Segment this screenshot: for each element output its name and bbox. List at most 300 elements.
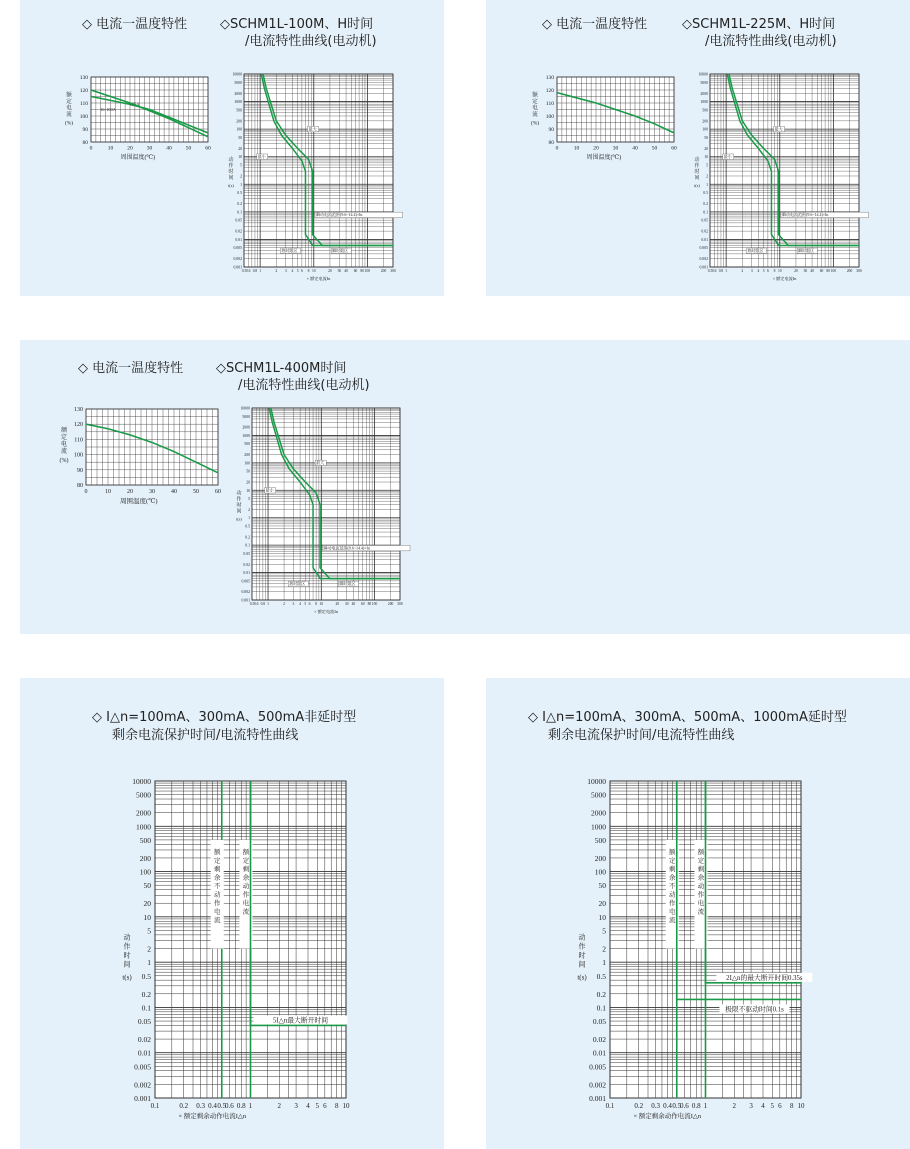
tc-y-label: 作 (228, 163, 234, 169)
rcd-y-tick: 1 (602, 958, 606, 968)
tc-x-tick: 60 (819, 269, 824, 273)
tc-y-label: 动 (236, 491, 242, 497)
tc-y-tick: 50 (238, 135, 242, 140)
tc-y-tick: 5000 (700, 80, 708, 85)
temp-x-label: 周围温度(℃) (119, 498, 158, 505)
tc-x-tick: 1 (725, 269, 728, 273)
tc-x-tick: 0.5 (249, 602, 255, 606)
rcd-x-tick: 0.8 (691, 1102, 701, 1110)
rcd-y-tick: 0.2 (141, 989, 151, 999)
tc-y-label: 时 (694, 169, 700, 175)
tc-title-line2: /电流特性曲线(电动机) (245, 34, 377, 49)
rcd-label-nontrip: 电 (214, 908, 221, 916)
tc-y-tick: 0.01 (235, 237, 242, 242)
rcd-x-tick: 0.4 (663, 1102, 672, 1110)
tc-y-tick: 0.002 (699, 257, 708, 262)
rcd-x-tick: 0.1 (605, 1102, 615, 1110)
rcd-y-tick: 0.2 (596, 989, 606, 999)
tc-x-tick: 3 (750, 269, 753, 273)
tc-y-label: 间 (236, 509, 242, 515)
tc-y-tick: 0.001 (241, 598, 250, 603)
tc-y-tick: 500 (244, 442, 250, 447)
rcd-y-label: 时 (123, 951, 131, 960)
temp-y-label: 定 (60, 434, 68, 441)
rcd-y-tick: 0.5 (141, 971, 151, 981)
temp-y-tick: 130 (74, 407, 83, 413)
tc-y-tick: 0.2 (245, 535, 250, 540)
tc-y-tick: 50 (704, 135, 708, 140)
tc-y-tick: 20 (246, 480, 250, 485)
tc-x-tick: 5 (304, 602, 307, 606)
tc-label-inst-range: 瞬动电流范围(9.6~14.4)×In (781, 212, 829, 218)
temp-x-tick: 0 (555, 145, 559, 152)
temp-y-tick: 80 (77, 483, 83, 489)
temp-x-tick: 10 (573, 145, 580, 152)
rcd-y-tick: 5000 (136, 790, 151, 800)
tc-y-label: 作 (694, 163, 700, 169)
tc-label-min: 最小 (265, 487, 274, 493)
rcd-y-tick: 2000 (136, 808, 151, 818)
rcd-x-tick: 5 (770, 1102, 775, 1110)
rcd-y-tick: 200 (594, 853, 606, 863)
tc-x-tick: 100 (371, 602, 378, 606)
tc-y-tick: 0.1 (245, 543, 250, 548)
tc-y-tick: 0.05 (243, 551, 250, 556)
temp-y-label: (%) (530, 120, 540, 127)
rcd-x-tick: 8 (789, 1102, 794, 1110)
tc-y-tick: 5000 (234, 80, 242, 85)
temp-x-tick: 30 (149, 489, 155, 495)
rcd-y-tick: 2 (147, 944, 151, 954)
tc-y-tick: 200 (244, 453, 250, 458)
tc-x-tick: 0.8 (260, 602, 266, 606)
rcd-label-trip: 剩 (697, 865, 705, 873)
temp-y-tick: 90 (77, 467, 83, 474)
rcd-title-line2: 剩余电流保护时间/电流特性曲线 (548, 728, 735, 743)
tc-x-tick: 200 (380, 269, 387, 273)
rcd-y-label: 间 (123, 960, 131, 969)
tc-y-tick: 0.005 (233, 246, 242, 251)
tc-y-tick: 2 (706, 174, 708, 179)
tc-x-tick: 4 (291, 269, 294, 273)
rcd-x-tick: 1 (248, 1102, 253, 1110)
tc-y-label: 间 (228, 175, 234, 181)
tc-x-tick: 2 (275, 269, 278, 273)
rcd-x-tick: 0.6 (224, 1102, 234, 1110)
tc-y-tick: 2000 (242, 425, 250, 430)
tc-x-tick: 0.5 (241, 269, 247, 273)
tc-y-tick: 0.01 (701, 237, 708, 242)
tc-y-tick: 200 (702, 119, 708, 124)
tc-x-tick: 20 (335, 602, 340, 606)
tc-x-tick: 1 (267, 602, 269, 606)
temp-y-tick: 90 (548, 127, 554, 133)
tc-y-tick: 0.02 (243, 562, 250, 567)
tc-y-tick: 5 (706, 163, 708, 168)
tc-x-tick: 30 (803, 269, 808, 273)
rcd-label-nontrip: 余 (669, 874, 676, 882)
temp-y-label: 额 (60, 427, 68, 434)
tc-label-thermal: 热时限区 (747, 247, 764, 253)
rcd-y-label: 作 (123, 942, 131, 951)
tc-label-max: 最大 (774, 126, 783, 132)
tc-y-tick: 0.002 (241, 590, 250, 595)
rcd-label-trip: 定 (697, 857, 705, 865)
rcd-x-tick: 0.6 (679, 1102, 689, 1110)
tc-y-tick: 20 (704, 146, 708, 151)
rcd-label-nontrip: 不 (669, 882, 676, 890)
tc-y-tick: 0.5 (245, 524, 250, 529)
temp-x-tick: 20 (127, 489, 133, 495)
rcd-label-trip: 额 (242, 848, 250, 856)
temp-y-label: 额 (532, 92, 538, 99)
temp-x-tick: 20 (593, 145, 599, 152)
rcd-y-tick: 2000 (591, 808, 606, 818)
tc-x-tick: 6 (766, 269, 769, 273)
rcd-y-tick: 100 (139, 867, 151, 877)
rcd-x-tick: 8 (334, 1102, 339, 1110)
tc-y-tick: 0.02 (701, 229, 708, 234)
tc-y-tick: 0.01 (243, 571, 250, 576)
tc-x-tick: 10 (777, 269, 782, 273)
rcd-label-trip: 电 (697, 899, 705, 907)
temp-x-tick: 10 (105, 489, 111, 495)
tc-x-tick: 60 (353, 269, 358, 273)
tc-x-tick: 8 (307, 269, 310, 273)
temp-x-tick: 10 (107, 145, 114, 152)
tc-x-label: × 额定电流In (314, 609, 338, 614)
rcd-label-trip: 余 (697, 874, 705, 882)
rcd-y-tick: 10 (598, 912, 606, 922)
rcd-x-tick: 1 (703, 1102, 708, 1110)
tc-label-thermal: 热时限区 (281, 247, 298, 253)
rcd-x-tick: 0.2 (634, 1102, 644, 1110)
temp-y-label: (%) (64, 120, 74, 127)
tc-x-tick: 30 (344, 602, 349, 606)
rcd-y-label: t(s) (577, 973, 587, 982)
rcd-y-tick: 100 (594, 867, 606, 877)
tc-y-tick: 0.005 (241, 579, 250, 584)
tc-x-tick: 5 (762, 269, 765, 273)
tc-y-tick: 0.05 (701, 218, 708, 223)
rcd-x-label: × 额定剩余动作电流I△n (633, 1113, 702, 1120)
rcd-y-tick: 5 (602, 926, 606, 936)
tc-y-tick: 0.1 (237, 210, 242, 215)
rcd-x-tick: 3 (749, 1102, 753, 1110)
tc-y-label: 间 (694, 175, 700, 181)
rcd-x-tick: 6 (778, 1102, 782, 1110)
tc-y-tick: 100 (236, 127, 242, 132)
tc-y-label: t(s) (694, 182, 700, 188)
rcd-label-trip: 剩 (242, 865, 250, 873)
tc-x-tick: 300 (397, 602, 403, 606)
rcd-y-label: 间 (578, 960, 586, 969)
tc-x-tick: 0.6 (253, 602, 259, 606)
tc-label-inst-range: 瞬动电流范围(9.6~14.4)×In (315, 212, 363, 218)
tc-x-tick: 0.8 (252, 269, 258, 273)
tc-y-tick: 0.001 (233, 265, 242, 270)
tc-x-tick: 30 (337, 269, 342, 273)
rcd-y-tick: 0.5 (596, 971, 606, 981)
tc-label-instant: 瞬时限区 (798, 247, 815, 253)
rcd-label-trip: 电 (242, 899, 250, 907)
tc-x-tick: 200 (387, 602, 394, 606)
temp-y-label: 定 (532, 99, 538, 105)
tc-y-tick: 2 (240, 174, 242, 179)
tc-x-tick: 0.6 (711, 269, 717, 273)
tc-x-tick: 8 (315, 602, 318, 606)
tc-y-tick: 0.5 (703, 191, 708, 196)
temp-x-label: 周围温度(℃) (586, 155, 622, 161)
rcd-label-nontrip: 动 (669, 891, 676, 899)
tc-y-tick: 500 (702, 108, 708, 113)
rcd-y-label: t(s) (122, 973, 132, 982)
rcd-label-nontrip: 剩 (214, 865, 221, 873)
tc-y-tick: 10 (238, 155, 242, 160)
tc-y-tick: 10000 (232, 72, 242, 77)
rcd-y-tick: 0.01 (137, 1048, 151, 1058)
tc-y-label: 作 (236, 497, 242, 503)
tc-y-tick: 1000 (234, 100, 242, 105)
rcd-x-tick: 10 (342, 1102, 350, 1110)
tc-y-tick: 1 (706, 182, 708, 187)
temp-title: ◇ 电流一温度特性 (542, 17, 648, 32)
tc-x-tick: 3 (284, 269, 287, 273)
rcd-x-tick: 0.8 (236, 1102, 246, 1110)
rcd-x-tick: 0.2 (179, 1102, 189, 1110)
rcd-y-tick: 0.001 (134, 1094, 151, 1103)
tc-y-tick: 5 (240, 163, 242, 168)
tc-y-tick: 10 (704, 155, 708, 160)
rcd-y-tick: 0.1 (596, 1003, 606, 1013)
rcd-y-tick: 0.002 (134, 1080, 151, 1090)
tc-y-tick: 0.05 (235, 218, 242, 223)
rcd-y-tick: 5000 (591, 790, 606, 800)
rcd-y-tick: 500 (139, 835, 151, 845)
rcd-x-label: × 额定剩余动作电流I△n (178, 1113, 247, 1120)
rcd-y-tick: 50 (143, 881, 151, 891)
temp-y-tick: 80 (548, 140, 554, 146)
tc-label-max: 最大 (308, 126, 317, 132)
temp-y-tick: 110 (79, 101, 88, 107)
tc-title-line2: /电流特性曲线(电动机) (238, 378, 370, 393)
rcd-title-line2: 剩余电流保护时间/电流特性曲线 (112, 728, 299, 743)
tc-title-line1: ◇SCHM1L-100M、H时间 (220, 17, 374, 32)
temp-y-tick: 110 (74, 437, 83, 444)
tc-x-tick: 10 (319, 602, 324, 606)
rcd-x-tick: 2 (277, 1102, 281, 1110)
tc-x-tick: 10 (311, 269, 316, 273)
temp-y-label: 电 (60, 441, 68, 448)
temp-series-label: 16-100A (100, 107, 116, 112)
rcd-series-label: 极限不驱动时间0.1s (725, 1006, 784, 1014)
tc-x-tick: 60 (360, 602, 365, 606)
tc-x-tick: 1 (259, 269, 262, 273)
rcd-y-tick: 0.005 (589, 1062, 606, 1072)
tc-label-max: 最大 (316, 460, 325, 466)
rcd-title-line1: ◇ I△n=100mA、300mA、500mA、1000mA延时型 (528, 710, 847, 725)
rcd-label-nontrip: 额 (214, 848, 221, 856)
rcd-label-trip: 动 (697, 882, 705, 890)
tc-x-tick: 6 (308, 602, 311, 606)
tc-y-label: 时 (236, 503, 242, 509)
tc-x-tick: 80 (360, 269, 365, 273)
tc-y-tick: 100 (702, 127, 708, 132)
tc-x-tick: 4 (757, 269, 760, 273)
rcd-label-trip: 动 (242, 882, 250, 890)
temp-x-tick: 50 (193, 489, 199, 495)
temp-y-tick: 130 (545, 75, 554, 81)
tc-x-label: × 额定电流In (772, 276, 797, 281)
rcd-x-tick: 0.5 (217, 1102, 227, 1110)
temp-x-tick: 0 (89, 145, 93, 152)
tc-x-tick: 40 (810, 269, 814, 273)
temp-series-label: 125A (129, 101, 140, 107)
temp-x-tick: 20 (127, 145, 133, 152)
rcd-y-tick: 5 (147, 926, 151, 936)
rcd-x-tick: 6 (323, 1102, 327, 1110)
tc-y-tick: 0.001 (699, 265, 708, 270)
rcd-label-nontrip: 余 (214, 874, 221, 882)
tc-x-label: × 额定电流In (306, 276, 331, 281)
tc-x-tick: 300 (856, 269, 862, 273)
tc-x-tick: 4 (299, 602, 302, 606)
tc-x-tick: 2 (283, 602, 285, 606)
rcd-x-tick: 0.3 (196, 1102, 205, 1110)
tc-y-tick: 1 (248, 516, 250, 521)
tc-y-label: 时 (228, 169, 234, 175)
rcd-y-tick: 0.05 (592, 1017, 606, 1027)
temp-y-tick: 120 (545, 88, 554, 94)
rcd-y-label: 作 (578, 942, 586, 951)
temp-x-tick: 40 (171, 489, 177, 495)
tc-y-tick: 5000 (242, 414, 250, 419)
tc-y-tick: 2000 (700, 91, 708, 96)
tc-y-tick: 0.5 (237, 191, 242, 196)
rcd-label-trip: 流 (242, 908, 250, 916)
tc-x-tick: 0.8 (718, 269, 724, 273)
rcd-y-tick: 1000 (136, 822, 151, 832)
temp-x-tick: 30 (146, 145, 153, 152)
temp-y-tick: 120 (79, 88, 88, 94)
tc-y-tick: 200 (236, 119, 242, 124)
rcd-y-tick: 0.05 (137, 1017, 151, 1027)
rcd-y-label: 动 (123, 933, 131, 942)
tc-y-tick: 1000 (242, 433, 250, 438)
tc-y-label: 动 (694, 157, 700, 163)
tc-x-tick: 200 (846, 269, 853, 273)
temp-x-label: 周围温度(℃) (120, 155, 156, 161)
tc-y-tick: 0.1 (703, 210, 708, 215)
rcd-label-trip: 余 (242, 874, 250, 882)
rcd-label-nontrip: 定 (214, 857, 221, 865)
temp-y-tick: 100 (74, 452, 83, 459)
rcd-y-tick: 10000 (587, 777, 606, 786)
tc-y-label: t(s) (228, 182, 234, 188)
rcd-y-tick: 500 (594, 835, 606, 845)
temp-x-tick: 50 (651, 145, 658, 152)
temp-x-tick: 60 (671, 145, 677, 152)
rcd-x-tick: 5 (315, 1102, 320, 1110)
rcd-x-tick: 0.1 (150, 1102, 160, 1110)
tc-y-tick: 100 (244, 461, 250, 466)
tc-y-tick: 0.002 (233, 257, 242, 262)
temp-y-label: 流 (66, 112, 72, 118)
rcd-label-nontrip: 剩 (669, 865, 676, 873)
rcd-label-nontrip: 流 (669, 916, 676, 924)
rcd-y-tick: 0.1 (141, 1003, 151, 1013)
rcd-x-tick: 0.4 (208, 1102, 217, 1110)
rcd-label-nontrip: 不 (214, 882, 221, 890)
temp-x-tick: 40 (632, 145, 638, 152)
tc-y-tick: 10000 (240, 406, 250, 411)
rcd-y-tick: 0.002 (589, 1080, 606, 1090)
rcd-y-tick: 200 (139, 853, 151, 863)
tc-label-thermal: 热时限区 (289, 581, 306, 587)
temp-x-tick: 60 (205, 145, 211, 152)
temp-title: ◇ 电流一温度特性 (78, 361, 184, 376)
rcd-label-trip: 作 (697, 891, 705, 899)
tc-y-tick: 1000 (700, 100, 708, 105)
tc-x-tick: 80 (826, 269, 831, 273)
rcd-y-tick: 1 (147, 958, 151, 968)
tc-x-tick: 40 (344, 269, 348, 273)
rcd-label-nontrip: 作 (214, 899, 221, 907)
temp-y-tick: 90 (82, 127, 88, 133)
temp-y-label: 流 (60, 448, 68, 455)
tc-x-tick: 80 (367, 602, 372, 606)
rcd-y-tick: 0.005 (134, 1062, 151, 1072)
rcd-x-tick: 2 (732, 1102, 736, 1110)
temp-x-tick: 30 (612, 145, 619, 152)
tc-y-tick: 50 (246, 469, 250, 474)
temp-y-tick: 120 (74, 422, 83, 429)
rcd-x-tick: 0.3 (651, 1102, 660, 1110)
tc-x-tick: 0.6 (245, 269, 251, 273)
tc-y-tick: 20 (238, 146, 242, 151)
rcd-label-nontrip: 额 (669, 848, 676, 856)
temp-y-tick: 110 (545, 101, 554, 107)
temp-y-tick: 100 (79, 114, 88, 120)
rcd-y-tick: 0.01 (592, 1048, 606, 1058)
tc-x-tick: 8 (773, 269, 776, 273)
tc-title-line2: /电流特性曲线(电动机) (705, 34, 837, 49)
tc-x-tick: 5 (296, 269, 299, 273)
rcd-y-label: 动 (578, 933, 586, 942)
rcd-y-tick: 20 (598, 899, 606, 909)
tc-y-tick: 0.005 (699, 246, 708, 251)
rcd-label-nontrip: 定 (669, 857, 676, 865)
tc-x-tick: 40 (351, 602, 356, 606)
rcd-y-tick: 20 (143, 899, 151, 909)
rcd-y-tick: 0.001 (589, 1094, 606, 1103)
tc-y-tick: 0.2 (237, 202, 242, 207)
rcd-series-label: 2I△n的最大断开时间0.35s (726, 974, 803, 982)
tc-label-instant: 瞬时限区 (339, 581, 356, 587)
rcd-y-tick: 10000 (132, 777, 151, 786)
tc-x-tick: 20 (794, 269, 798, 273)
rcd-label-nontrip: 流 (214, 916, 221, 924)
temp-y-label: (%) (59, 457, 69, 464)
tc-x-tick: 300 (390, 269, 396, 273)
tc-x-tick: 6 (300, 269, 303, 273)
temp-y-tick: 130 (79, 75, 88, 81)
tc-label-min: 最小 (257, 153, 266, 159)
tc-x-tick: 0.5 (707, 269, 713, 273)
temp-x-tick: 40 (166, 145, 172, 152)
rcd-y-tick: 10 (143, 912, 151, 922)
tc-y-tick: 0.2 (703, 202, 708, 207)
